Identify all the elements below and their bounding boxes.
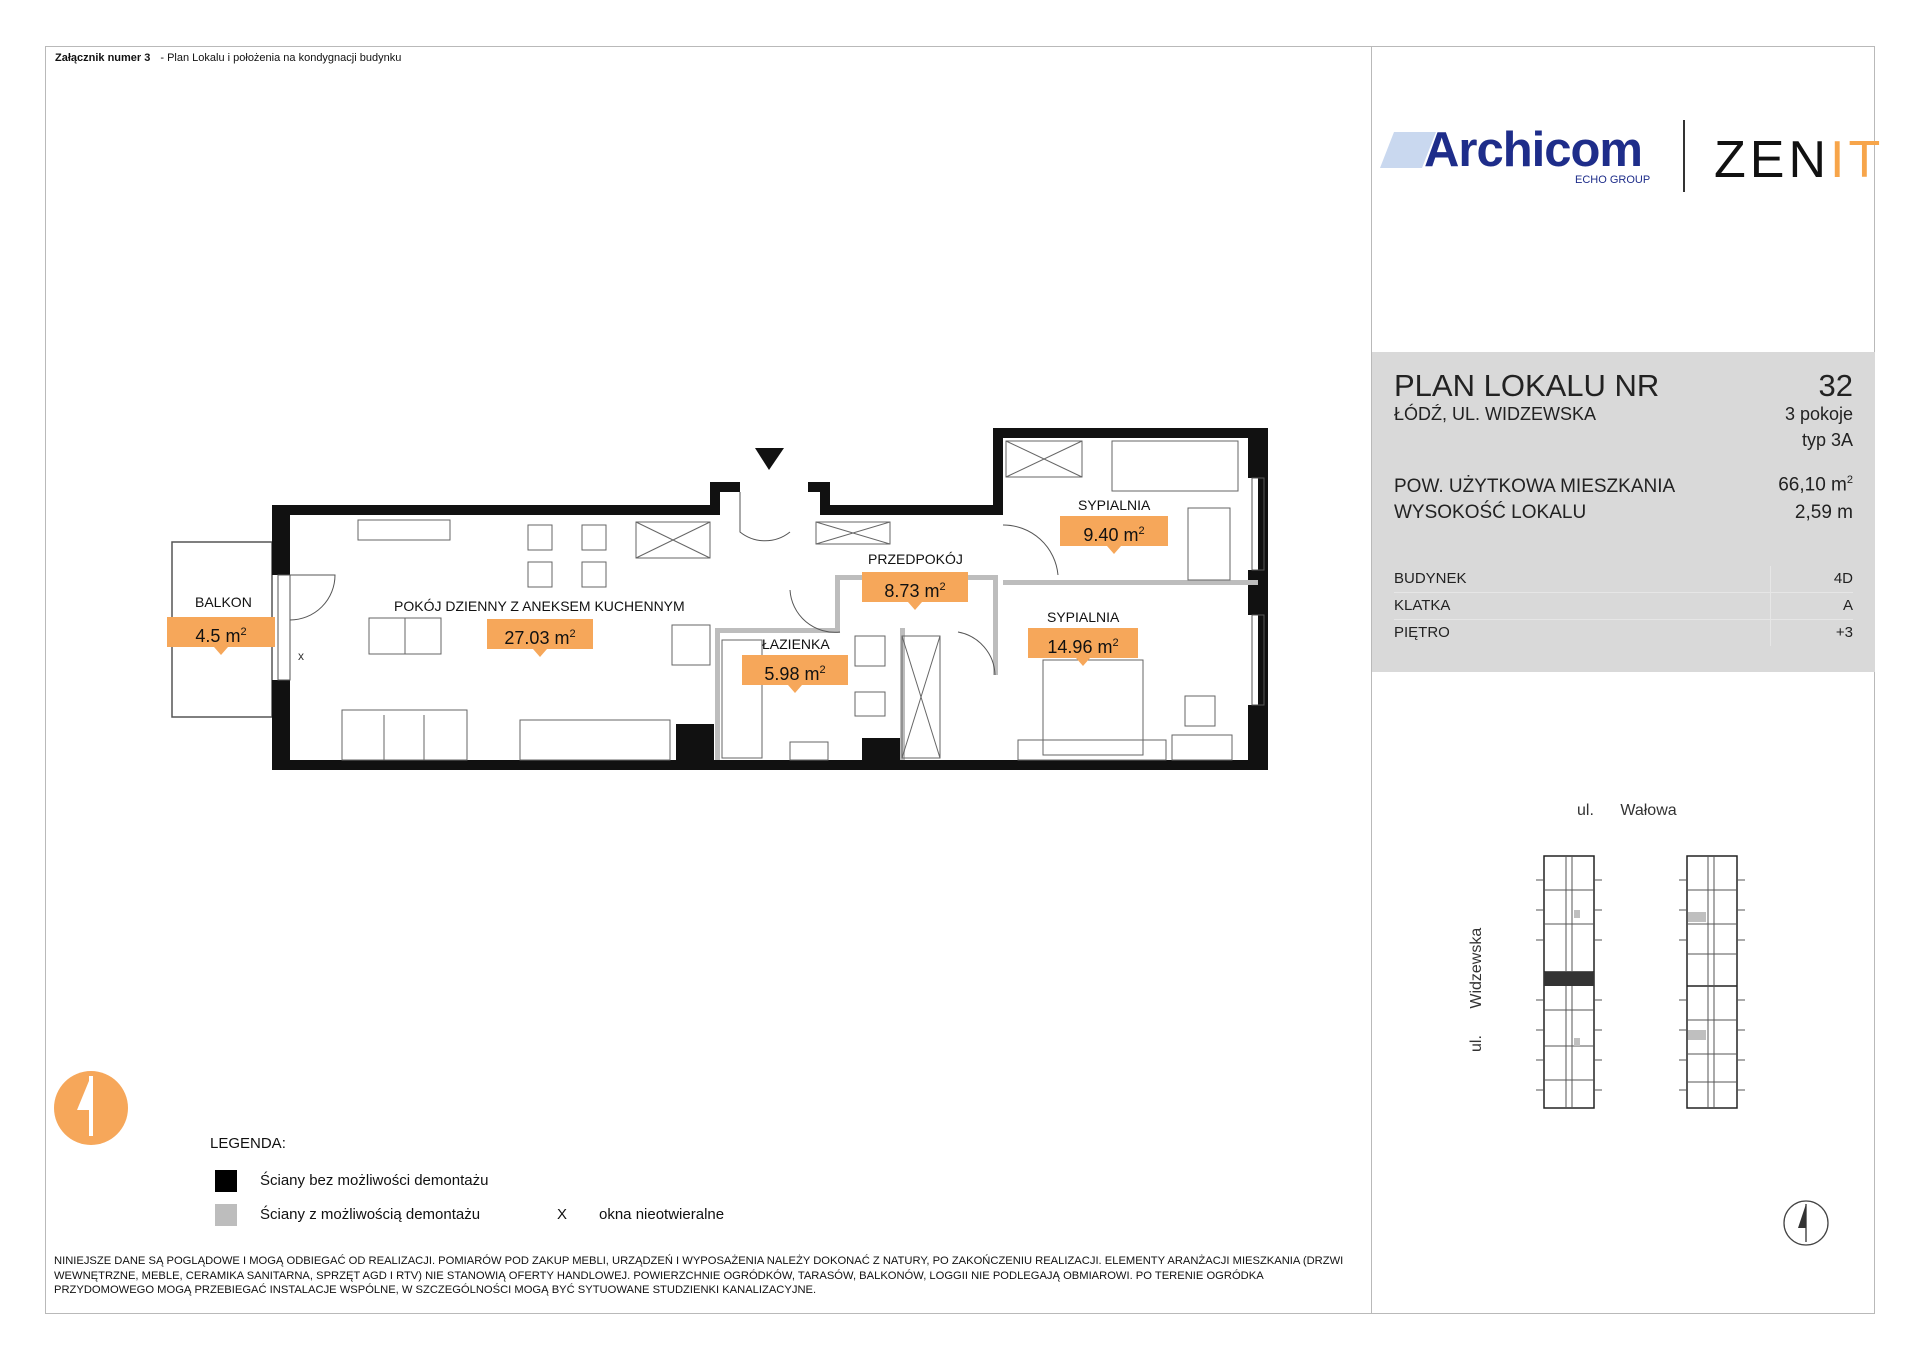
panel-divider <box>1371 46 1372 1314</box>
room-label-bathroom: ŁAZIENKA <box>762 636 830 652</box>
legend-title: LEGENDA: <box>210 1135 286 1152</box>
plan-rooms: 3 pokoje <box>1784 404 1853 424</box>
legend-fixed-wall-swatch <box>215 1170 237 1192</box>
archicom-logo: Archicom <box>1424 123 1643 177</box>
legend-window-text: okna nieotwieralne <box>599 1206 725 1223</box>
area-tag-bathroom: 5.98 $m^2$ <box>742 655 848 685</box>
attachment-header <box>55 52 401 64</box>
logo-divider <box>1683 120 1685 192</box>
height-label: WYSOKOŚĆ LOKALU <box>1394 502 1587 523</box>
attachment-desc: - Plan Lokalu i położenia na kondygnacji budynku <box>160 52 402 64</box>
street-top-label: ul. Wałowa <box>1577 802 1677 819</box>
site-plan <box>1530 850 1770 1110</box>
zenit-accent: IT <box>1830 131 1885 189</box>
room-label-bedroom-1: SYPIALNIA <box>1078 497 1151 513</box>
legend-window-symbol: X <box>557 1206 568 1223</box>
street-side-label: ul. Widzewska <box>1468 927 1485 1052</box>
area-value: 66,10 $m^2$ <box>1778 474 1853 496</box>
area-tag-hallway: 8.73 $m^2$ <box>862 572 968 602</box>
area-tag-bedroom-1: 9.40 $m^2$ <box>1060 516 1168 546</box>
height-value: 2,59 m <box>1794 502 1853 523</box>
area-label: POW. UŻYTKOWA MIESZKANIA <box>1394 476 1676 497</box>
legend-fixed-walls: Ściany bez możliwości demontażu <box>260 1172 489 1189</box>
attachment-label: Załącznik numer 3 <box>55 52 151 64</box>
area-tag-bedroom-2: 14.96 $m^2$ <box>1028 628 1138 658</box>
entrance-arrow-icon <box>755 448 784 470</box>
archicom-sub: ECHO GROUP <box>1575 174 1651 186</box>
room-label-living-room: POKÓJ DZIENNY Z ANEKSEM KUCHENNYM <box>394 598 685 614</box>
plan-type: typ 3A <box>1801 430 1853 450</box>
area-tag-balcony: 4.5 $m^2$ <box>167 617 275 647</box>
area-tag-living-room: 27.03 $m^2$ <box>487 619 593 649</box>
room-label-balcony: BALKON <box>195 594 252 610</box>
zenit-logo <box>1714 130 1884 190</box>
room-label-bedroom-2: SYPIALNIA <box>1047 609 1120 625</box>
legend-removable-wall-swatch <box>215 1204 237 1226</box>
disclaimer: NINIEJSZE DANE SĄ POGLĄDOWE I MOGĄ ODBIEGAĆ OD REALIZACJI. POMIARÓW POD ZAKUP MEBLI, URZĄDZEŃ I WYPOSAŻENIA NALEŻY DOKONAĆ Z NATURY, PO ZAKOŃCZENIU REALIZACJI. ELEMENTY ARANŻACJI MIESZKANIA (DRZWI WEWNĘTRZNE, MEBLE, CERAMIKA SANITARNA, SPRZĘT AGD I RTV) NIE STANOWIĄ OFERTY HANDLOWEJ. POWIERZCHNIE OGRÓDKÓW, TARASÓW, BALKONÓW, LOGGII NIE PODLEGAJĄ OBMIAROWI. PO TERENIE OGRÓDKA PRZYDOMOWEGO MOGĄ PRZEBIEGAĆ INSTALACJE WSPÓLNE, W SZCZEGÓLNOŚCI MOGĄ BYĆ SYTUOWANE STUDZIENKI KANALIZACYJNE. <box>54 1255 1344 1296</box>
plan-title: PLAN LOKALU NR <box>1394 368 1660 403</box>
info-box <box>1372 352 1875 672</box>
sun-orientation-icon <box>53 1070 129 1146</box>
meta-row-stairwell: KLATKA A <box>1394 593 1853 620</box>
meta-row-floor: PIĘTRO +3 <box>1394 620 1853 646</box>
svg-text:x: x <box>298 649 304 663</box>
north-arrow-icon <box>1781 1198 1831 1248</box>
floor-plan <box>160 420 1280 780</box>
plan-number: 32 <box>1818 368 1853 403</box>
logos <box>1372 120 1885 210</box>
meta-row-building: BUDYNEK 4D <box>1394 566 1853 593</box>
room-label-hallway: PRZEDPOKÓJ <box>868 551 963 567</box>
plan-city: ŁÓDŹ, UL. WIDZEWSKA <box>1394 404 1597 424</box>
zenit-main: ZEN <box>1714 131 1830 189</box>
legend-removable-walls: Ściany z możliwością demontażu <box>260 1206 481 1223</box>
